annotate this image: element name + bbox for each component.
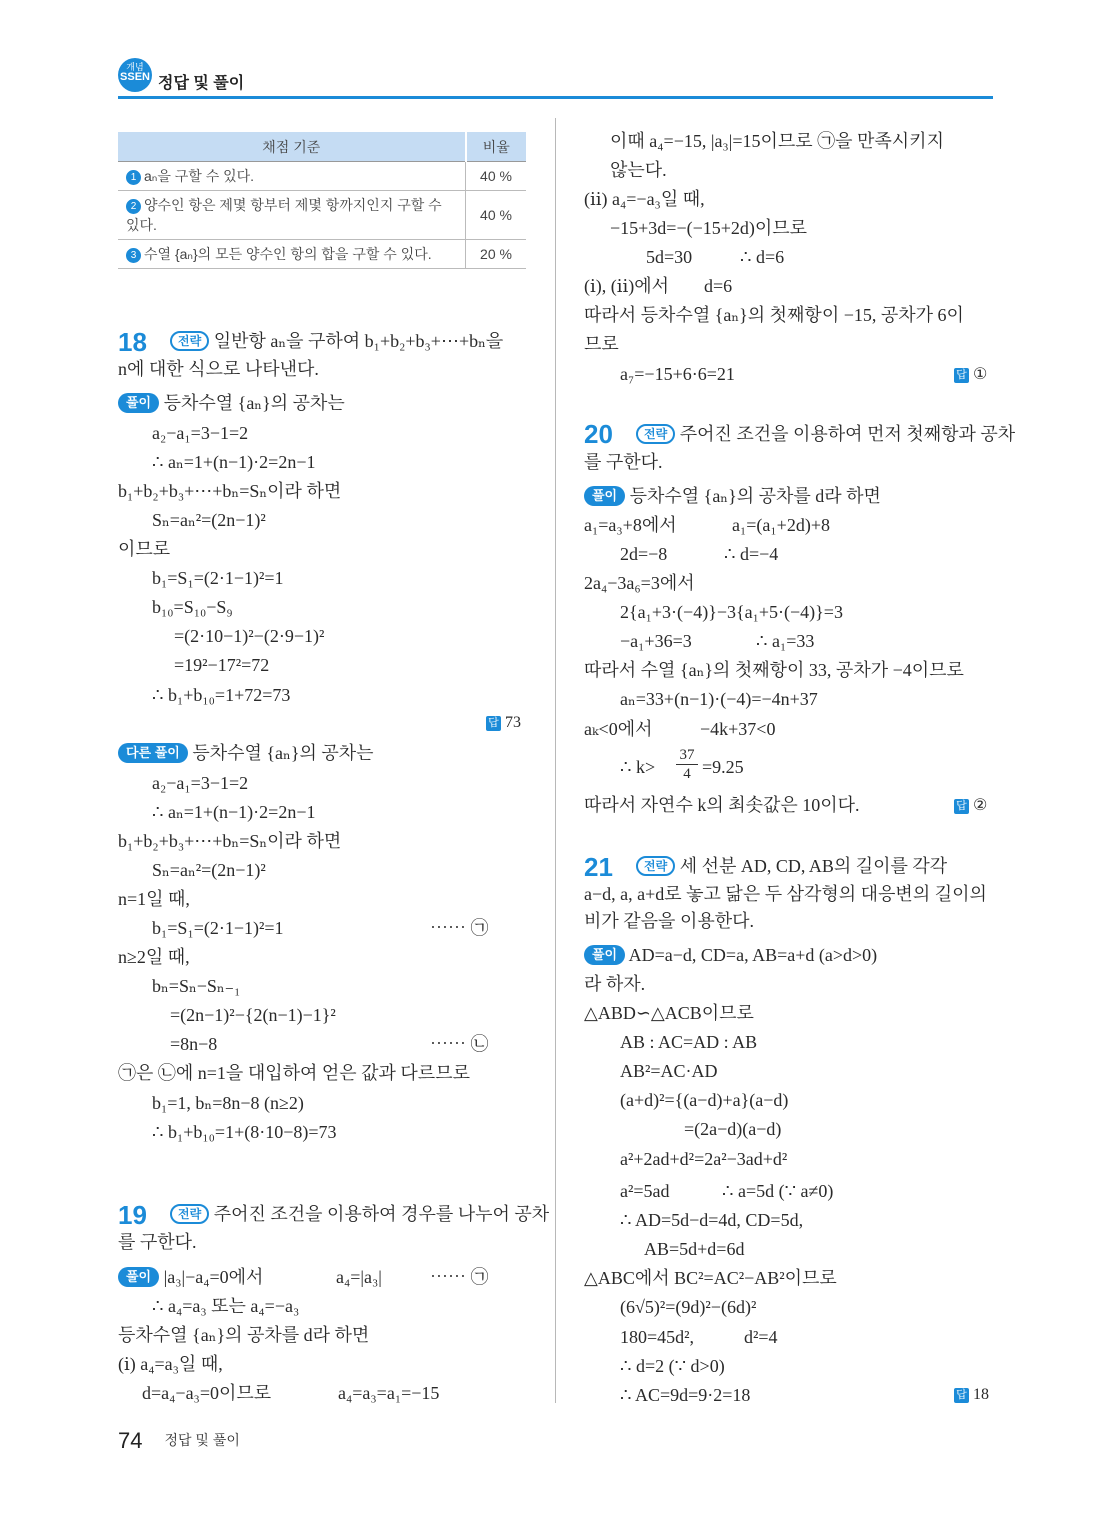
equation-marker: ⋯⋯ ㉠ <box>430 918 489 938</box>
table-header-row <box>118 132 526 162</box>
criteria-text: aₙ을 구할 수 있다. <box>144 168 255 184</box>
math-line: b₁=S₁=(2·1−1)²=1 <box>152 918 284 938</box>
column-divider <box>555 118 556 1403</box>
math-line: a₄=a₃=a₁=−15 <box>338 1383 440 1403</box>
math-line: a²+2ad+d²=2a²−3ad+d² <box>620 1149 788 1169</box>
table-cell-criteria <box>118 162 466 191</box>
math-line: 등차수열 {aₙ}의 공차를 d라 하면 <box>118 1325 370 1345</box>
math-line: 2d=−8 <box>620 544 668 564</box>
math-line: 므로 <box>584 334 619 354</box>
footer-title: 정답 및 풀이 <box>164 1432 240 1448</box>
math-line: d=6 <box>704 276 733 296</box>
step-marker: 3 <box>126 248 141 263</box>
math-line: ∴ a=5d (∵ a≠0) <box>722 1181 834 1201</box>
header-rule <box>118 96 993 99</box>
problem-number-18: 18 <box>118 327 147 357</box>
math-line: a₁=a₃+8에서 <box>584 515 677 535</box>
math-line: (ⅰ) a₄=a₃일 때, <box>118 1354 223 1374</box>
strategy-line <box>636 855 947 877</box>
fraction-numerator: 37 <box>676 746 698 765</box>
math-line: b₁+b₂+b₃+⋯+bₙ=Sₙ이라 하면 <box>118 481 342 501</box>
solution-badge: 풀이 <box>584 486 625 506</box>
math-line: a₇=−15+6·6=21 <box>620 364 735 384</box>
solution-badge: 풀이 <box>118 1267 159 1287</box>
math-line: ∴ aₙ=1+(n−1)·2=2n−1 <box>152 802 316 822</box>
math-line: ∴ a₁=33 <box>756 631 815 651</box>
logo-top-text: 개념 <box>126 62 144 72</box>
math-line: 2a₄−3a₆=3에서 <box>584 573 695 593</box>
math-line: d²=4 <box>744 1327 778 1347</box>
answer-badge: 답 <box>954 368 969 383</box>
math-line: ∴ d=−4 <box>724 544 779 564</box>
strategy-text: 주어진 조건을 이용하여 경우를 나누어 공차 <box>213 1204 550 1224</box>
step-marker: 2 <box>126 199 141 214</box>
strategy-text: 를 구한다. <box>584 452 663 472</box>
table-row <box>118 191 526 240</box>
math-line: (ⅰ), (ⅱ)에서 <box>584 276 670 296</box>
math-line: 따라서 수열 {aₙ}의 첫째항이 33, 공차가 −4이므로 <box>584 660 964 680</box>
answer-value: 18 <box>973 1386 989 1403</box>
equation-marker: ⋯⋯ ㉡ <box>430 1034 489 1054</box>
answer-badge: 답 <box>954 799 969 814</box>
math-line: ∴ b₁+b₁₀=1+72=73 <box>152 685 291 705</box>
math-line: b₁=S₁=(2·1−1)²=1 <box>152 568 284 588</box>
alt-solution-line <box>118 742 374 764</box>
math-line: aₖ<0에서 <box>584 719 653 739</box>
answer-value: ② <box>973 797 988 814</box>
math-line: b₁₀=S₁₀−S₉ <box>152 597 233 617</box>
equation-marker: ⋯⋯ ㉠ <box>430 1267 489 1287</box>
strategy-line <box>170 330 503 352</box>
math-line: AB²=AC·AD <box>620 1061 718 1081</box>
math-line: (a+d)²={(a−d)+a}(a−d) <box>620 1090 789 1110</box>
math-line: d=a₄−a₃=0이므로 <box>142 1383 272 1403</box>
strategy-line <box>636 423 1015 445</box>
math-line: 180=45d², <box>620 1327 695 1347</box>
math-line: n=1일 때, <box>118 889 190 909</box>
table-header-criteria: 채점 기준 <box>118 132 466 162</box>
math-line: −a₁+36=3 <box>620 631 692 651</box>
strategy-badge: 전략 <box>170 1204 209 1224</box>
problem-number-21: 21 <box>584 852 613 882</box>
strategy-text: n에 대한 식으로 나타낸다. <box>118 359 319 379</box>
math-line: (ⅱ) a₄=−a₃일 때, <box>584 189 705 209</box>
math-line: b₁+b₂+b₃+⋯+bₙ=Sₙ이라 하면 <box>118 831 342 851</box>
math-line: bₙ=Sₙ−Sₙ₋₁ <box>152 976 241 996</box>
strategy-badge: 전략 <box>170 331 209 351</box>
text-line: 이므로 <box>118 539 171 559</box>
table-cell-ratio: 20 % <box>466 240 527 269</box>
problem-number-20: 20 <box>584 419 613 449</box>
strategy-text: 비가 같음을 이용한다. <box>584 911 754 931</box>
problem-number-19: 19 <box>118 1200 147 1230</box>
solution-text: 등차수열 {aₙ}의 공차는 <box>163 393 345 413</box>
math-line: =(2n−1)²−{2(n−1)−1}² <box>170 1005 336 1025</box>
criteria-text: 양수인 항은 제몇 항부터 제몇 항까지인지 구할 수 있다. <box>126 197 442 233</box>
math-line: =8n−8 <box>170 1034 218 1054</box>
strategy-badge: 전략 <box>636 856 675 876</box>
solution-text: |a₃|−a₄=0에서 <box>163 1267 264 1287</box>
math-line: 따라서 자연수 k의 최솟값은 10이다. <box>584 795 860 815</box>
solution-text: 등차수열 {aₙ}의 공차는 <box>192 743 374 763</box>
math-line: ∴ b₁+b₁₀=1+(8·10−8)=73 <box>152 1122 337 1142</box>
math-line: 2{a₁+3·(−4)}−3{a₁+5·(−4)}=3 <box>620 602 843 622</box>
math-line: Sₙ=aₙ²=(2n−1)² <box>152 510 266 530</box>
page-header <box>118 56 993 102</box>
answer-18 <box>486 714 521 732</box>
brand-logo <box>118 58 152 92</box>
table-row <box>118 162 526 191</box>
solution-line <box>118 1266 263 1288</box>
answer-value: ① <box>973 366 988 383</box>
math-line: ∴ d=6 <box>740 247 785 267</box>
answer-21 <box>954 1386 989 1404</box>
math-line: ∴ aₙ=1+(n−1)·2=2n−1 <box>152 452 316 472</box>
math-line: b₁=1, bₙ=8n−8 (n≥2) <box>152 1093 304 1113</box>
math-line: ∴ AD=5d−d=4d, CD=5d, <box>620 1210 804 1230</box>
math-line: =9.25 <box>702 757 744 777</box>
math-line: a₂−a₁=3−1=2 <box>152 423 249 443</box>
math-line: a₄=|a₃| <box>336 1267 382 1287</box>
solution-line <box>118 392 345 414</box>
math-line: △ABC에서 BC²=AC²−AB²이므로 <box>584 1268 837 1288</box>
math-line: 이때 a₄=−15, |a₃|=15이므로 ㉠을 만족시키지 <box>610 131 944 151</box>
header-title: 정답 및 풀이 <box>158 75 245 92</box>
alt-solution-badge: 다른 풀이 <box>118 743 188 763</box>
strategy-text: a−d, a, a+d로 놓고 닮은 두 삼각형의 대응변의 길이의 <box>584 884 987 904</box>
solution-line <box>584 944 877 966</box>
math-line: =(2a−d)(a−d) <box>684 1119 782 1139</box>
table-cell-criteria <box>118 240 466 269</box>
math-line: △ABD∽△ACB이므로 <box>584 1003 754 1023</box>
step-marker: 1 <box>126 170 141 185</box>
math-line: ∴ k> <box>620 757 656 777</box>
answer-badge: 답 <box>954 1388 969 1403</box>
table-cell-ratio: 40 % <box>466 191 527 240</box>
strategy-line <box>170 1203 549 1225</box>
table-cell-ratio: 40 % <box>466 162 527 191</box>
math-line: a₂−a₁=3−1=2 <box>152 773 249 793</box>
strategy-text: 일반항 aₙ을 구하여 b₁+b₂+b₃+⋯+bₙ을 <box>213 331 504 351</box>
math-line: 않는다. <box>610 160 667 180</box>
answer-19 <box>954 364 987 384</box>
answer-value: 73 <box>505 714 521 731</box>
strategy-text: 세 선분 AD, CD, AB의 길이를 각각 <box>679 856 948 876</box>
page-footer <box>118 1428 240 1458</box>
solution-text: 등차수열 {aₙ}의 공차를 d라 하면 <box>629 486 881 506</box>
math-line: a²=5ad <box>620 1181 670 1201</box>
math-line: ㉠은 ㉡에 n=1을 대입하여 얻은 값과 다르므로 <box>118 1063 470 1083</box>
table-header-ratio: 비율 <box>466 132 527 162</box>
math-line: a₁=(a₁+2d)+8 <box>732 515 830 535</box>
math-line: =19²−17²=72 <box>174 655 270 675</box>
answer-20 <box>954 795 987 815</box>
criteria-text: 수열 {aₙ}의 모든 양수인 항의 합을 구할 수 있다. <box>144 246 432 262</box>
table-cell-criteria <box>118 191 466 240</box>
math-line: (6√5)²=(9d)²−(6d)² <box>620 1297 757 1317</box>
strategy-text: 를 구한다. <box>118 1232 197 1252</box>
fraction-denominator: 4 <box>683 766 691 782</box>
solution-badge: 풀이 <box>118 393 159 413</box>
solution-line <box>584 485 881 507</box>
math-line: −4k+37<0 <box>700 719 776 739</box>
math-line: =(2·10−1)²−(2·9−1)² <box>174 626 325 646</box>
math-line: ∴ AC=9d=9·2=18 <box>620 1385 751 1405</box>
page-number: 74 <box>118 1428 143 1453</box>
math-line: n≥2일 때, <box>118 947 190 967</box>
math-line: aₙ=33+(n−1)·(−4)=−4n+37 <box>620 689 818 709</box>
solution-text: AD=a−d, CD=a, AB=a+d (a>d>0) <box>628 945 878 965</box>
solution-badge: 풀이 <box>584 945 625 965</box>
math-line: 5d=30 <box>646 247 693 267</box>
grading-table <box>118 132 526 269</box>
strategy-text: 주어진 조건을 이용하여 먼저 첫째항과 공차 <box>679 424 1016 444</box>
math-line: −15+3d=−(−15+2d)이므로 <box>610 218 808 238</box>
answer-badge: 답 <box>486 716 501 731</box>
table-row <box>118 240 526 269</box>
math-line: AB : AC=AD : AB <box>620 1032 758 1052</box>
strategy-badge: 전략 <box>636 424 675 444</box>
math-line: ∴ d=2 (∵ d>0) <box>620 1356 725 1376</box>
math-line: Sₙ=aₙ²=(2n−1)² <box>152 860 266 880</box>
logo-bottom-text: SSEN <box>120 71 150 83</box>
math-line: 라 하자. <box>584 974 646 994</box>
math-line: AB=5d+d=6d <box>644 1239 745 1259</box>
fraction <box>676 746 698 783</box>
math-line: 따라서 등차수열 {aₙ}의 첫째항이 −15, 공차가 6이 <box>584 305 964 325</box>
math-line: ∴ a₄=a₃ 또는 a₄=−a₃ <box>152 1296 300 1316</box>
